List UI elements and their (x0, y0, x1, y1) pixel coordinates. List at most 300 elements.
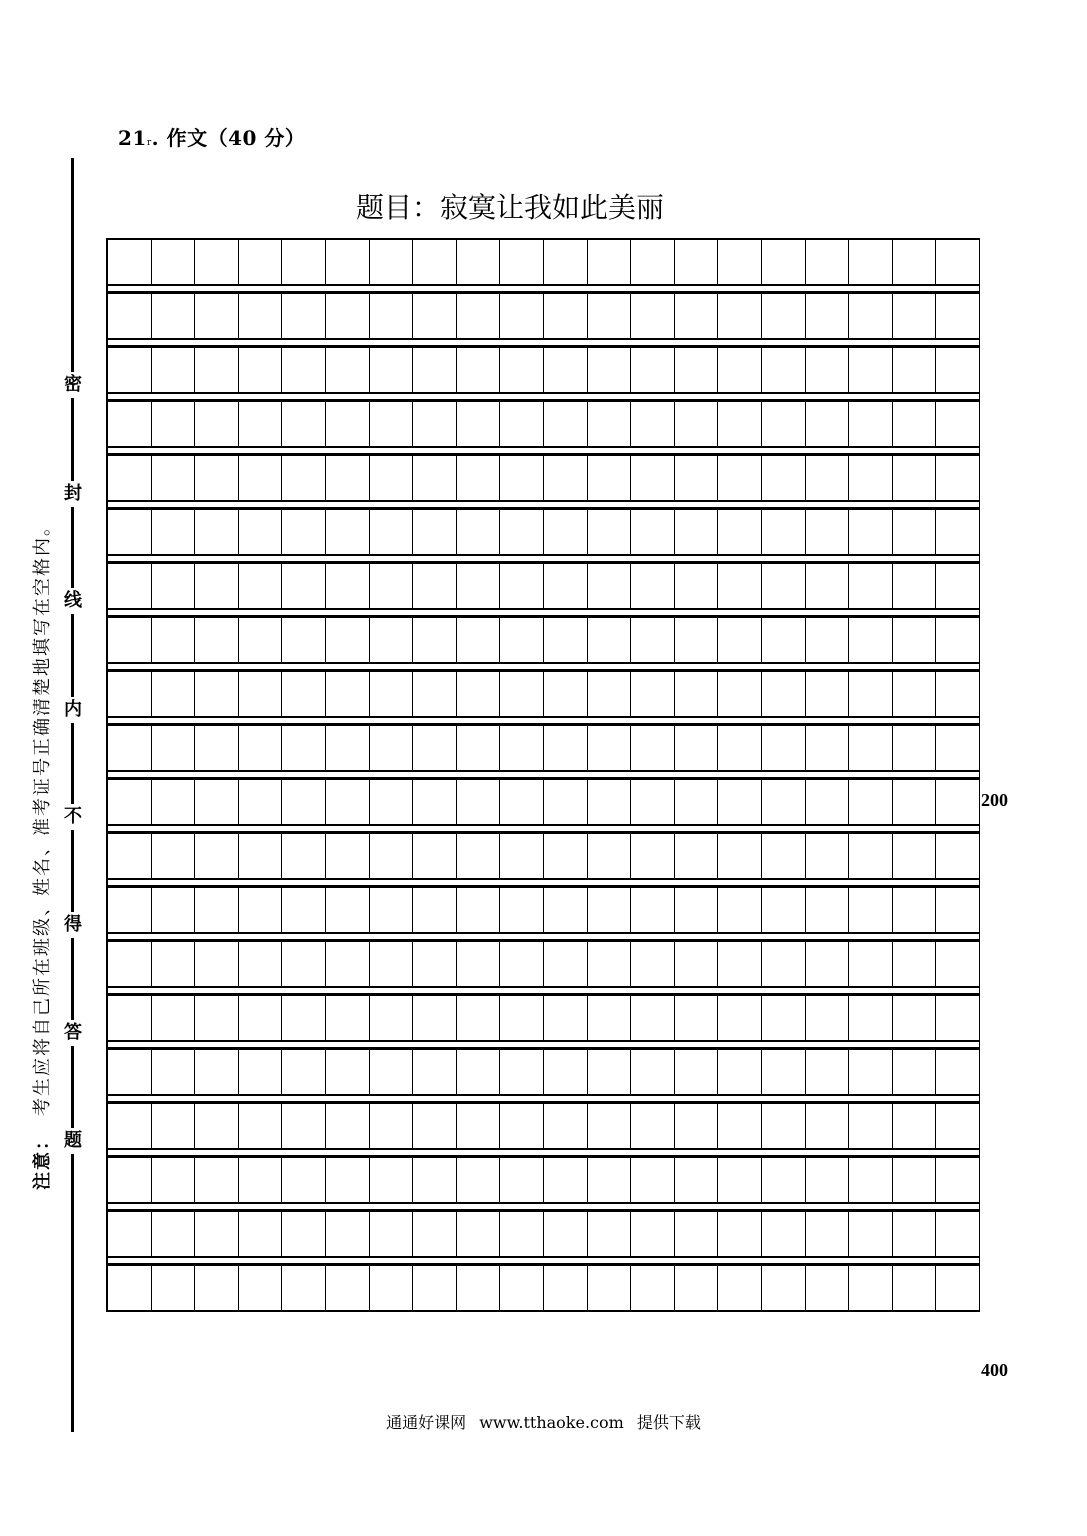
grid-cell[interactable] (457, 564, 501, 610)
grid-cell[interactable] (588, 996, 632, 1042)
grid-cell[interactable] (675, 1050, 719, 1096)
grid-cell[interactable] (326, 240, 370, 286)
grid-cell[interactable] (849, 888, 893, 934)
grid-cell[interactable] (588, 1212, 632, 1258)
grid-cell[interactable] (762, 618, 806, 664)
grid-cell[interactable] (413, 240, 457, 286)
grid-cell[interactable] (152, 456, 196, 502)
grid-cell[interactable] (544, 1266, 588, 1312)
grid-cell[interactable] (936, 1266, 980, 1312)
grid-cell[interactable] (370, 1104, 414, 1150)
grid-cell[interactable] (675, 726, 719, 772)
grid-cell[interactable] (936, 348, 980, 394)
grid-cell[interactable] (936, 456, 980, 502)
grid-cell[interactable] (588, 888, 632, 934)
grid-cell[interactable] (370, 456, 414, 502)
grid-cell[interactable] (457, 1266, 501, 1312)
grid-cell[interactable] (675, 1158, 719, 1204)
grid-cell[interactable] (893, 294, 937, 340)
grid-cell[interactable] (239, 780, 283, 826)
grid-cell[interactable] (893, 402, 937, 448)
grid-cell[interactable] (936, 672, 980, 718)
grid-cell[interactable] (413, 294, 457, 340)
grid-cell[interactable] (718, 294, 762, 340)
grid-cell[interactable] (413, 888, 457, 934)
grid-cell[interactable] (893, 888, 937, 934)
grid-cell[interactable] (152, 996, 196, 1042)
grid-cell[interactable] (195, 1212, 239, 1258)
grid-cell[interactable] (108, 240, 152, 286)
grid-cell[interactable] (282, 402, 326, 448)
grid-cell[interactable] (849, 834, 893, 880)
grid-cell[interactable] (152, 402, 196, 448)
grid-cell[interactable] (588, 240, 632, 286)
grid-cell[interactable] (108, 834, 152, 880)
grid-cell[interactable] (108, 780, 152, 826)
grid-cell[interactable] (806, 834, 850, 880)
grid-cell[interactable] (936, 618, 980, 664)
grid-cell[interactable] (239, 834, 283, 880)
grid-cell[interactable] (370, 672, 414, 718)
grid-cell[interactable] (108, 294, 152, 340)
grid-cell[interactable] (936, 888, 980, 934)
grid-cell[interactable] (806, 564, 850, 610)
grid-cell[interactable] (282, 726, 326, 772)
grid-cell[interactable] (893, 942, 937, 988)
grid-cell[interactable] (239, 564, 283, 610)
footer-url[interactable]: www.tthaoke.com (479, 1413, 624, 1432)
grid-cell[interactable] (195, 1158, 239, 1204)
grid-cell[interactable] (893, 996, 937, 1042)
grid-cell[interactable] (282, 834, 326, 880)
grid-cell[interactable] (806, 672, 850, 718)
grid-cell[interactable] (457, 618, 501, 664)
grid-cell[interactable] (195, 996, 239, 1042)
grid-cell[interactable] (500, 618, 544, 664)
grid-cell[interactable] (849, 1158, 893, 1204)
grid-cell[interactable] (762, 456, 806, 502)
grid-cell[interactable] (108, 942, 152, 988)
grid-cell[interactable] (500, 240, 544, 286)
grid-cell[interactable] (544, 456, 588, 502)
grid-cell[interactable] (936, 564, 980, 610)
grid-cell[interactable] (457, 348, 501, 394)
grid-cell[interactable] (195, 456, 239, 502)
grid-cell[interactable] (631, 1266, 675, 1312)
grid-cell[interactable] (152, 834, 196, 880)
grid-cell[interactable] (936, 1104, 980, 1150)
grid-cell[interactable] (413, 1158, 457, 1204)
grid-cell[interactable] (370, 888, 414, 934)
grid-cell[interactable] (108, 564, 152, 610)
grid-cell[interactable] (239, 510, 283, 556)
grid-cell[interactable] (195, 402, 239, 448)
grid-cell[interactable] (239, 456, 283, 502)
grid-cell[interactable] (413, 1212, 457, 1258)
grid-cell[interactable] (195, 672, 239, 718)
grid-cell[interactable] (370, 510, 414, 556)
grid-cell[interactable] (152, 1050, 196, 1096)
grid-cell[interactable] (762, 888, 806, 934)
grid-cell[interactable] (500, 942, 544, 988)
grid-cell[interactable] (893, 240, 937, 286)
grid-cell[interactable] (457, 240, 501, 286)
grid-cell[interactable] (936, 240, 980, 286)
grid-cell[interactable] (631, 834, 675, 880)
grid-cell[interactable] (806, 402, 850, 448)
grid-cell[interactable] (500, 294, 544, 340)
grid-cell[interactable] (457, 942, 501, 988)
grid-cell[interactable] (631, 564, 675, 610)
grid-cell[interactable] (806, 996, 850, 1042)
grid-cell[interactable] (631, 348, 675, 394)
grid-cell[interactable] (588, 348, 632, 394)
grid-cell[interactable] (893, 348, 937, 394)
grid-cell[interactable] (326, 1050, 370, 1096)
grid-cell[interactable] (370, 402, 414, 448)
grid-cell[interactable] (806, 780, 850, 826)
grid-cell[interactable] (893, 834, 937, 880)
grid-cell[interactable] (762, 942, 806, 988)
grid-cell[interactable] (762, 564, 806, 610)
grid-cell[interactable] (631, 294, 675, 340)
grid-cell[interactable] (849, 294, 893, 340)
grid-cell[interactable] (849, 1212, 893, 1258)
grid-cell[interactable] (588, 564, 632, 610)
grid-cell[interactable] (849, 780, 893, 826)
grid-cell[interactable] (370, 726, 414, 772)
grid-cell[interactable] (195, 834, 239, 880)
grid-cell[interactable] (718, 456, 762, 502)
grid-cell[interactable] (500, 1104, 544, 1150)
grid-cell[interactable] (588, 456, 632, 502)
grid-cell[interactable] (326, 402, 370, 448)
grid-cell[interactable] (457, 726, 501, 772)
grid-cell[interactable] (413, 1050, 457, 1096)
grid-cell[interactable] (588, 294, 632, 340)
grid-cell[interactable] (370, 780, 414, 826)
grid-cell[interactable] (718, 1212, 762, 1258)
grid-cell[interactable] (762, 240, 806, 286)
grid-cell[interactable] (457, 1050, 501, 1096)
grid-cell[interactable] (413, 834, 457, 880)
grid-cell[interactable] (806, 618, 850, 664)
grid-cell[interactable] (588, 1104, 632, 1150)
grid-cell[interactable] (849, 1104, 893, 1150)
grid-cell[interactable] (413, 1104, 457, 1150)
grid-cell[interactable] (413, 780, 457, 826)
grid-cell[interactable] (588, 1266, 632, 1312)
grid-cell[interactable] (936, 1212, 980, 1258)
grid-cell[interactable] (239, 1266, 283, 1312)
grid-cell[interactable] (849, 456, 893, 502)
grid-cell[interactable] (762, 1050, 806, 1096)
grid-cell[interactable] (544, 1158, 588, 1204)
grid-cell[interactable] (152, 942, 196, 988)
grid-cell[interactable] (588, 402, 632, 448)
grid-cell[interactable] (152, 564, 196, 610)
grid-cell[interactable] (500, 888, 544, 934)
grid-cell[interactable] (370, 618, 414, 664)
grid-cell[interactable] (806, 1158, 850, 1204)
grid-cell[interactable] (239, 348, 283, 394)
grid-cell[interactable] (718, 996, 762, 1042)
grid-cell[interactable] (631, 780, 675, 826)
grid-cell[interactable] (718, 780, 762, 826)
grid-cell[interactable] (544, 1104, 588, 1150)
grid-cell[interactable] (152, 1212, 196, 1258)
grid-cell[interactable] (326, 726, 370, 772)
grid-cell[interactable] (762, 510, 806, 556)
grid-cell[interactable] (239, 240, 283, 286)
grid-cell[interactable] (282, 1212, 326, 1258)
grid-cell[interactable] (675, 510, 719, 556)
grid-cell[interactable] (936, 1158, 980, 1204)
grid-cell[interactable] (282, 510, 326, 556)
grid-cell[interactable] (326, 294, 370, 340)
grid-cell[interactable] (849, 996, 893, 1042)
grid-cell[interactable] (457, 1104, 501, 1150)
grid-cell[interactable] (893, 564, 937, 610)
grid-cell[interactable] (370, 1212, 414, 1258)
grid-cell[interactable] (152, 672, 196, 718)
grid-cell[interactable] (152, 618, 196, 664)
grid-cell[interactable] (195, 564, 239, 610)
grid-cell[interactable] (457, 1158, 501, 1204)
grid-cell[interactable] (326, 942, 370, 988)
grid-cell[interactable] (718, 1266, 762, 1312)
grid-cell[interactable] (544, 510, 588, 556)
grid-cell[interactable] (326, 1104, 370, 1150)
grid-cell[interactable] (544, 942, 588, 988)
grid-cell[interactable] (893, 672, 937, 718)
grid-cell[interactable] (108, 1158, 152, 1204)
grid-cell[interactable] (152, 294, 196, 340)
grid-cell[interactable] (893, 1158, 937, 1204)
grid-cell[interactable] (806, 942, 850, 988)
grid-cell[interactable] (413, 726, 457, 772)
grid-cell[interactable] (588, 1050, 632, 1096)
grid-cell[interactable] (108, 1266, 152, 1312)
grid-cell[interactable] (718, 834, 762, 880)
grid-cell[interactable] (370, 1050, 414, 1096)
grid-cell[interactable] (806, 294, 850, 340)
grid-cell[interactable] (893, 780, 937, 826)
grid-cell[interactable] (675, 672, 719, 718)
grid-cell[interactable] (762, 402, 806, 448)
grid-cell[interactable] (282, 1266, 326, 1312)
grid-cell[interactable] (936, 402, 980, 448)
grid-cell[interactable] (588, 726, 632, 772)
grid-cell[interactable] (806, 1266, 850, 1312)
grid-cell[interactable] (849, 1050, 893, 1096)
grid-cell[interactable] (631, 618, 675, 664)
grid-cell[interactable] (500, 564, 544, 610)
grid-cell[interactable] (370, 564, 414, 610)
grid-cell[interactable] (457, 996, 501, 1042)
grid-cell[interactable] (326, 780, 370, 826)
grid-cell[interactable] (631, 1050, 675, 1096)
grid-cell[interactable] (588, 510, 632, 556)
grid-cell[interactable] (718, 1158, 762, 1204)
grid-cell[interactable] (849, 510, 893, 556)
grid-cell[interactable] (675, 564, 719, 610)
grid-cell[interactable] (195, 1050, 239, 1096)
grid-cell[interactable] (893, 726, 937, 772)
grid-cell[interactable] (152, 510, 196, 556)
grid-cell[interactable] (282, 942, 326, 988)
grid-cell[interactable] (413, 402, 457, 448)
grid-cell[interactable] (326, 1212, 370, 1258)
grid-cell[interactable] (631, 726, 675, 772)
grid-cell[interactable] (631, 942, 675, 988)
grid-cell[interactable] (457, 672, 501, 718)
grid-cell[interactable] (370, 240, 414, 286)
grid-cell[interactable] (631, 456, 675, 502)
grid-cell[interactable] (457, 888, 501, 934)
grid-cell[interactable] (849, 240, 893, 286)
grid-cell[interactable] (282, 1050, 326, 1096)
grid-cell[interactable] (326, 672, 370, 718)
grid-cell[interactable] (762, 672, 806, 718)
grid-cell[interactable] (108, 1212, 152, 1258)
grid-cell[interactable] (544, 672, 588, 718)
grid-cell[interactable] (849, 402, 893, 448)
grid-cell[interactable] (588, 834, 632, 880)
grid-cell[interactable] (326, 456, 370, 502)
grid-cell[interactable] (326, 564, 370, 610)
grid-cell[interactable] (631, 672, 675, 718)
grid-cell[interactable] (675, 996, 719, 1042)
grid-cell[interactable] (631, 402, 675, 448)
grid-cell[interactable] (239, 1050, 283, 1096)
grid-cell[interactable] (936, 834, 980, 880)
grid-cell[interactable] (718, 510, 762, 556)
grid-cell[interactable] (631, 1158, 675, 1204)
grid-cell[interactable] (718, 888, 762, 934)
grid-cell[interactable] (718, 1104, 762, 1150)
grid-cell[interactable] (108, 402, 152, 448)
grid-cell[interactable] (108, 510, 152, 556)
grid-cell[interactable] (718, 348, 762, 394)
grid-cell[interactable] (936, 510, 980, 556)
grid-cell[interactable] (718, 618, 762, 664)
grid-cell[interactable] (675, 834, 719, 880)
grid-cell[interactable] (195, 888, 239, 934)
grid-cell[interactable] (500, 1050, 544, 1096)
grid-cell[interactable] (806, 240, 850, 286)
grid-cell[interactable] (282, 240, 326, 286)
grid-cell[interactable] (370, 1158, 414, 1204)
grid-cell[interactable] (108, 1104, 152, 1150)
grid-cell[interactable] (195, 1266, 239, 1312)
grid-cell[interactable] (500, 672, 544, 718)
grid-cell[interactable] (282, 564, 326, 610)
grid-cell[interactable] (282, 348, 326, 394)
grid-cell[interactable] (806, 888, 850, 934)
grid-cell[interactable] (849, 618, 893, 664)
grid-cell[interactable] (195, 348, 239, 394)
grid-cell[interactable] (370, 294, 414, 340)
grid-cell[interactable] (588, 780, 632, 826)
grid-cell[interactable] (762, 780, 806, 826)
grid-cell[interactable] (675, 888, 719, 934)
grid-cell[interactable] (762, 348, 806, 394)
grid-cell[interactable] (152, 348, 196, 394)
grid-cell[interactable] (282, 456, 326, 502)
grid-cell[interactable] (762, 1104, 806, 1150)
grid-cell[interactable] (544, 888, 588, 934)
grid-cell[interactable] (936, 1050, 980, 1096)
grid-cell[interactable] (500, 780, 544, 826)
grid-cell[interactable] (413, 456, 457, 502)
grid-cell[interactable] (239, 294, 283, 340)
grid-cell[interactable] (457, 834, 501, 880)
grid-cell[interactable] (631, 888, 675, 934)
grid-cell[interactable] (152, 780, 196, 826)
grid-cell[interactable] (631, 1212, 675, 1258)
grid-cell[interactable] (413, 348, 457, 394)
grid-cell[interactable] (152, 1158, 196, 1204)
grid-cell[interactable] (718, 1050, 762, 1096)
writing-grid[interactable] (106, 238, 980, 1312)
grid-cell[interactable] (893, 618, 937, 664)
grid-cell[interactable] (282, 996, 326, 1042)
grid-cell[interactable] (108, 888, 152, 934)
grid-cell[interactable] (239, 1212, 283, 1258)
grid-cell[interactable] (500, 1266, 544, 1312)
grid-cell[interactable] (108, 456, 152, 502)
grid-cell[interactable] (936, 780, 980, 826)
grid-cell[interactable] (326, 1266, 370, 1312)
grid-cell[interactable] (457, 294, 501, 340)
grid-cell[interactable] (500, 1158, 544, 1204)
grid-cell[interactable] (849, 348, 893, 394)
grid-cell[interactable] (239, 402, 283, 448)
grid-cell[interactable] (239, 888, 283, 934)
grid-cell[interactable] (326, 1158, 370, 1204)
grid-cell[interactable] (239, 672, 283, 718)
grid-cell[interactable] (108, 1050, 152, 1096)
grid-cell[interactable] (893, 510, 937, 556)
grid-cell[interactable] (370, 996, 414, 1042)
grid-cell[interactable] (413, 672, 457, 718)
grid-cell[interactable] (544, 402, 588, 448)
grid-cell[interactable] (544, 618, 588, 664)
grid-cell[interactable] (762, 294, 806, 340)
grid-cell[interactable] (762, 834, 806, 880)
grid-cell[interactable] (893, 1266, 937, 1312)
grid-cell[interactable] (544, 348, 588, 394)
grid-cell[interactable] (195, 294, 239, 340)
grid-cell[interactable] (282, 672, 326, 718)
grid-cell[interactable] (544, 564, 588, 610)
grid-cell[interactable] (675, 402, 719, 448)
grid-cell[interactable] (675, 348, 719, 394)
grid-cell[interactable] (588, 672, 632, 718)
grid-cell[interactable] (195, 510, 239, 556)
grid-cell[interactable] (108, 348, 152, 394)
grid-cell[interactable] (849, 726, 893, 772)
grid-cell[interactable] (457, 780, 501, 826)
grid-cell[interactable] (195, 780, 239, 826)
grid-cell[interactable] (718, 672, 762, 718)
grid-cell[interactable] (718, 402, 762, 448)
grid-cell[interactable] (806, 456, 850, 502)
grid-cell[interactable] (413, 942, 457, 988)
grid-cell[interactable] (195, 942, 239, 988)
grid-cell[interactable] (413, 618, 457, 664)
